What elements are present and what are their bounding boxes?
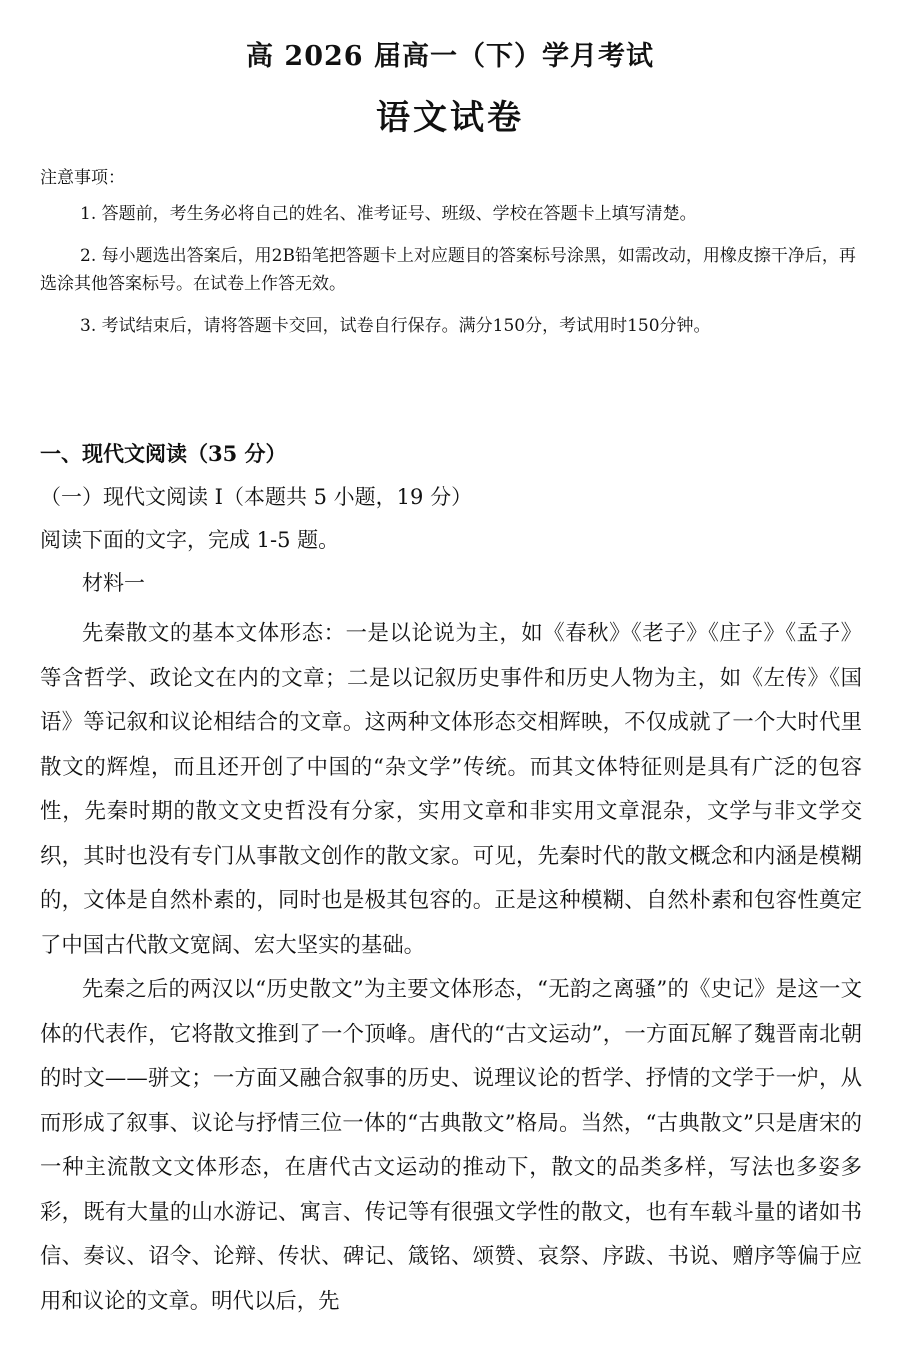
material-label: 材料一 <box>82 571 145 595</box>
subsection-heading: （一）现代文阅读 I（本题共 5 小题，19 分） <box>40 485 473 509</box>
notice-item-1: 1. 答题前，考生务必将自己的姓名、准考证号、班级、学校在答题卡上填写清楚。 <box>80 204 697 224</box>
exam-title: 高 2026 届高一（下）学月考试 <box>246 41 654 72</box>
subject-title: 语文试卷 <box>376 98 524 138</box>
paragraph-2: 先秦之后的两汉以“历史散文”为主要文体形态，“无韵之离骚”的《史记》是这一文体的代表作，它将散文推到了一个顶峰。唐代的“古文运动”，一方面瓦解了魏晋南北朝的时文——骈文；一方面又融合叙事的历史、说理议论的哲学、抒情的文学于一炉，从而形成了叙事、议论与抒情三位一体的“古典散文”格局。当然，“古典散文”只是唐宋的一种主流散文文体形态，在唐代古文运动的推动下，散文的品类多样，写法也多姿多彩，既有大量的山水游记、寓言、传记等有很强文学性的散文，也有车载斗量的诸如书信、奏议、诏令、论辩、传状、碑记、箴铭、颂赞、哀祭、序跋、书说、赠序等偏于应用和议论的文章。明代以后，先 <box>40 977 862 1314</box>
reading-instruction: 阅读下面的文字，完成 1-5 题。 <box>40 528 340 552</box>
notice-block <box>40 164 860 354</box>
section-heading: 一、现代文阅读（35 分） <box>40 441 287 466</box>
notice-item-3: 3. 考试结束后，请将答题卡交回，试卷自行保存。满分150分，考试用时150分钟。 <box>80 316 711 336</box>
paragraph-1: 先秦散文的基本文体形态：一是以论说为主，如《春秋》《老子》《庄子》《孟子》等含哲学、政论文在内的文章；二是以记叙历史事件和历史人物为主，如《左传》《国语》等记叙和议论相结合的文章。这两种文体形态交相辉映，不仅成就了一个大时代里散文的辉煌，而且还开创了中国的“杂文学”传统。而其文体特征则是具有广泛的包容性，先秦时期的散文文史哲没有分家，实用文章和非实用文章混杂，文学与非文学交织，其时也没有专门从事散文创作的散文家。可见，先秦时代的散文概念和内涵是模糊的，文体是自然朴素的，同时也是极其包容的。正是这种模糊、自然朴素和包容性奠定了中国古代散文宽阔、宏大坚实的基础。 <box>40 621 862 958</box>
material-body <box>40 612 862 1324</box>
notice-heading: 注意事项： <box>40 168 125 188</box>
notice-item-2: 2. 每小题选出答案后，用2B铅笔把答题卡上对应题目的答案标号涂黑，如需改动，用橡皮擦干净后，再选涂其他答案标号。在试卷上作答无效。 <box>40 246 856 294</box>
